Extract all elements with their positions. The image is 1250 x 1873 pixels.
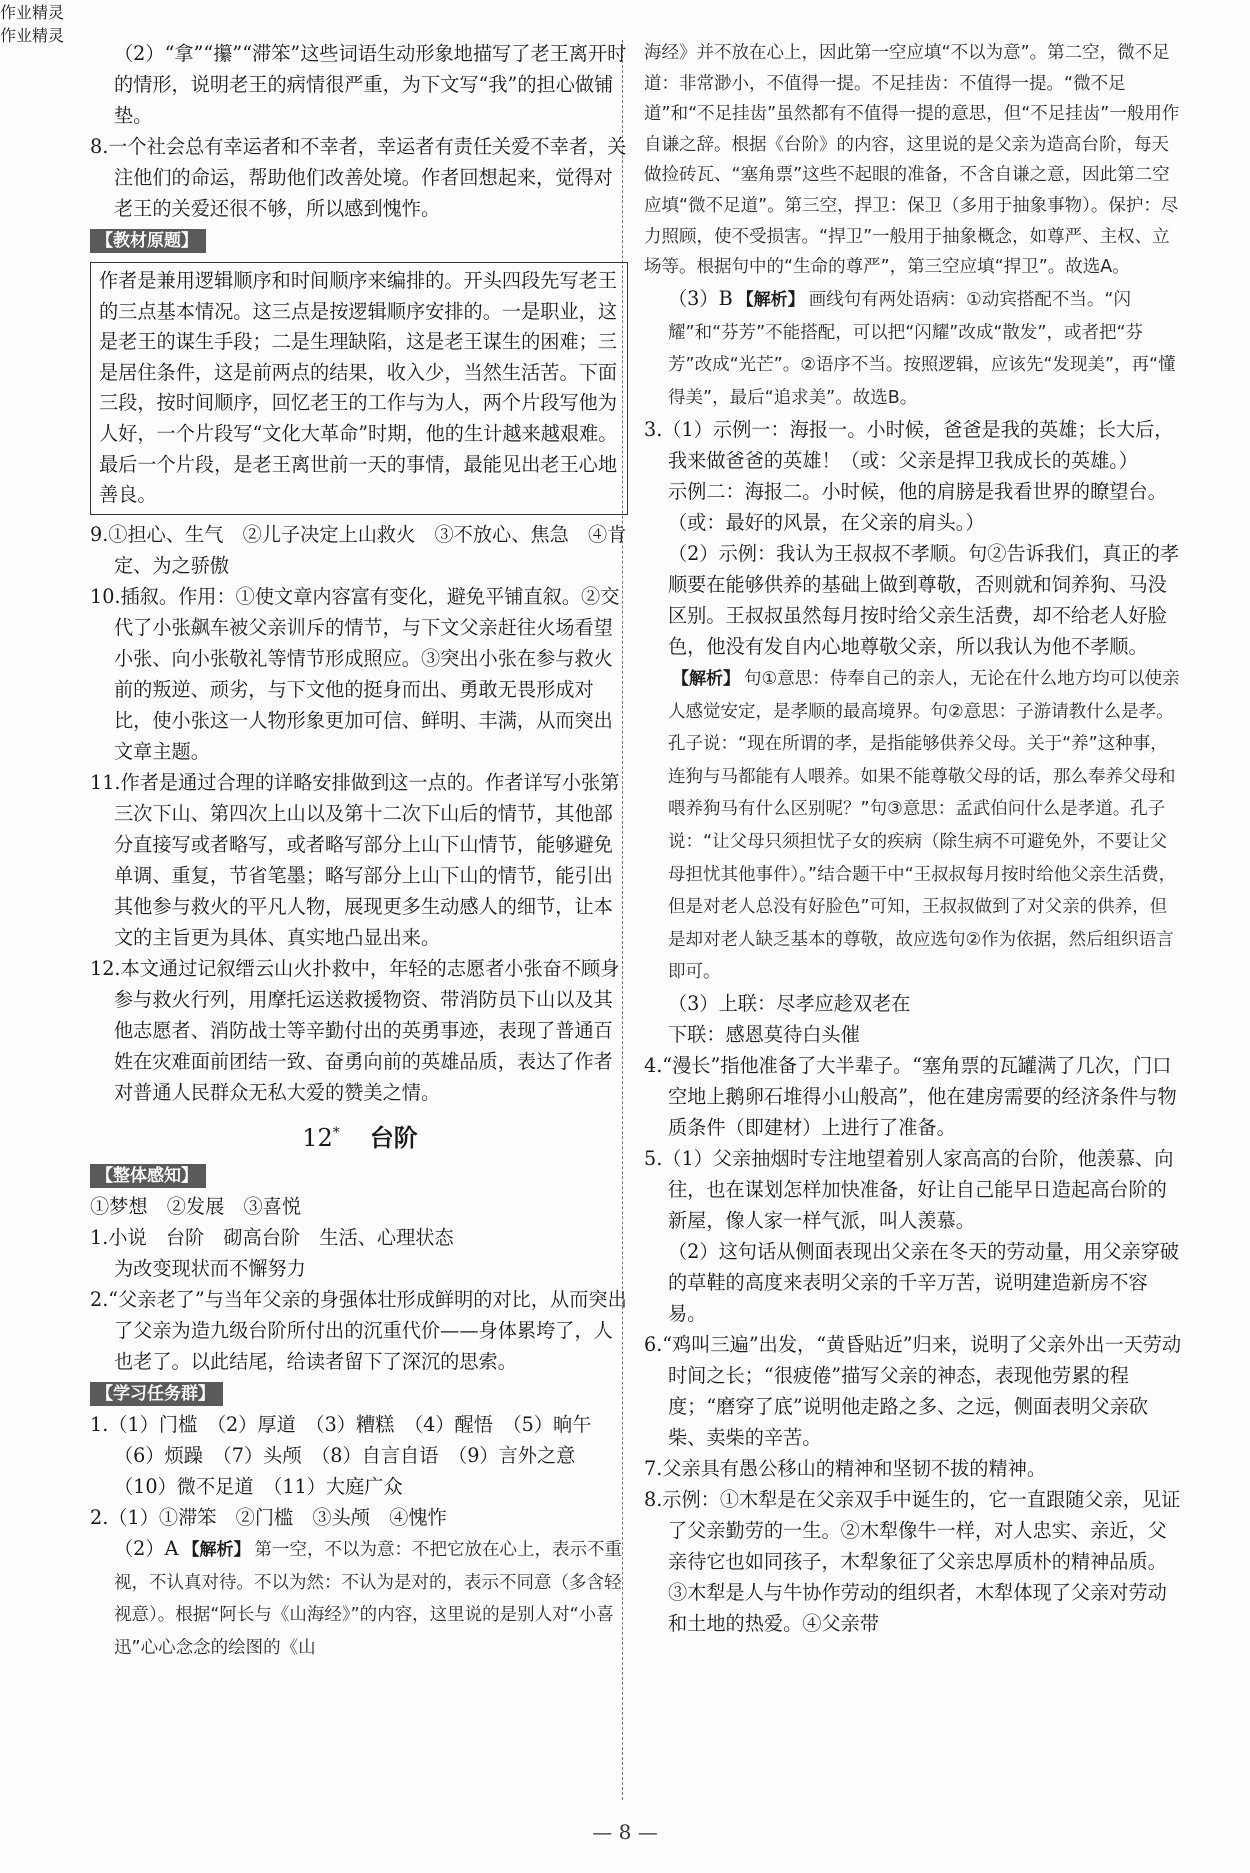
textbook-question-tag: 【教材原题】 — [90, 229, 206, 253]
lesson-star: * — [332, 1124, 340, 1141]
task-7: 7.父亲具有愚公移山的精神和坚韧不拔的精神。 — [644, 1456, 1047, 1480]
couplet-upper: （3）上联：尽孝应趁双老在 — [668, 991, 911, 1015]
task-3-analysis — [644, 662, 1184, 988]
task-2: 2.（1）①滞笨 ②门槛 ③头颅 ④愧怍 — [90, 1505, 447, 1529]
textbook-answer-box — [90, 262, 628, 515]
task-4: 4.“漫长”指他准备了大半辈子。“塞角票的瓦罐满了几次，门口空地上鹅卵石堆得小山般高”，他在建房需要的经济条件与物质条件（即建材）上进行了准备。 — [644, 1053, 1177, 1139]
task-2-2-answer: （2）A — [114, 1536, 179, 1560]
overall-3: 2.“父亲老了”与当年父亲的身强体壮形成鲜明的对比，从而突出了父亲为造九级台阶所付出的沉重代价——身体累垮了，人也老了。以此结尾，给读者留下了深沉的思索。 — [90, 1287, 627, 1373]
textbook-answer-text: 作者是兼用逻辑顺序和时间顺序来编排的。开头四段先写老王的三点基本情况。这三点是按逻辑顺序安排的。一是职业，这是老王的谋生手段；二是生理缺陷，这是老王谋生的困难；三是居住条件，这是前两点的结果，收入少，当然生活苦。下面三段，按时间顺序，回忆老王的工作与为人，两个片段写他为人好，一个片段写“文化大革命”时期，他的生计越来越艰难。最后一个片段，是老王离世前一天的事情，最能见出老王心地善良。 — [99, 269, 618, 507]
analysis-continued: 海经》并不放在心上，因此第一空应填“不以为意”。第二空，微不足道：非常渺小，不值得一提。不足挂齿：不值得一提。“微不足道”和“不足挂齿”虽然都有不值得一提的意思，但“不足挂齿”一般用作自谦之辞。根据《台阶》的内容，这里说的是父亲为造高台阶，每天做捡砖瓦、“塞角票”这些不起眼的准备，不含自谦之意，因此第二空应填“微不足道”。第三空，捍卫：保卫（多用于抽象事物）。保护：尽力照顾，使不受损害。“捍卫”一般用于抽象概念，如尊严、主权、立场等。根据句中的“生命的尊严”，第三空应填“捍卫”。故选A。 — [644, 43, 1180, 278]
task-6: 6.“鸡叫三遍”出发，“黄昏贴近”归来，说明了父亲外出一天劳动时间之长；“很疲倦”描写父亲的神态，表现他劳累的程度；“磨穿了底”说明他走路之多、之远，侧面表明父亲砍柴、卖柴的辛苦。 — [644, 1332, 1182, 1449]
answer-7-2: （2）“拿”“攥”“滞笨”这些词语生动形象地描写了老王离开时的情形，说明老王的病情很严重，为下文写“我”的担心做铺垫。 — [114, 42, 627, 127]
task-3-1-example2: 示例二：海报二。小时候，他的肩膀是我看世界的瞭望台。（或：最好的风景，在父亲的肩头。） — [668, 479, 1167, 534]
task-2-3-answer: （3）B — [668, 286, 733, 310]
analysis-tag: 【解析】 — [736, 289, 805, 310]
left-column — [90, 38, 630, 1664]
lesson-number: 12 — [302, 1123, 333, 1152]
task-2-3 — [644, 283, 1184, 414]
task-3-analysis-text: 句①意思：侍奉自己的亲人，无论在什么地方均可以使亲人感觉安定，是孝顺的最高境界。句②意思：子游请教什么是孝。孔子说：“现在所谓的孝，是指能够供养父母。关于“养”这种事，连狗与马都能有人喂养。如果不能尊敬父母的话，那么奉养父母和喂养狗马有什么区别呢？”句③意思：孟武伯问什么是孝道。孔子说：“让父母只须担忧子女的疾病（除生病不可避免外，不要让父母担忧其他事件）。”结合题干中“王叔叔每月按时给他父亲生活费，但是对老人总没有好脸色”可知，王叔叔做到了对父亲的供养，但是却对老人缺乏基本的尊敬，故应选句②作为依据，然后组织语言即可。 — [668, 668, 1180, 983]
task-1b: （6）烦躁 （7）头颅 （8）自言自语 （9）言外之意 — [114, 1443, 576, 1467]
task-5-2: （2）这句话从侧面表现出父亲在冬天的劳动量，用父亲穿破的草鞋的高度来表明父亲的千辛万苦，说明建造新房不容易。 — [668, 1239, 1180, 1325]
tasks-tag: 【学习任务群】 — [90, 1382, 223, 1406]
lesson-heading — [90, 1118, 630, 1153]
watermark: 作业精灵 — [0, 26, 65, 45]
task-2-3-analysis: 画线句有两处语病：①动宾搭配不当。“闪耀”和“芬芳”不能搭配，可以把“闪耀”改成“散发”，或者把“芬芳”改成“光芒”。②语序不当。按照逻辑，应该先“发现美”，再“懂得美”，最后“追求美”。故选B。 — [668, 289, 1176, 408]
answer-9: 9.①担心、生气 ②儿子决定上山救火 ③不放心、焦急 ④肯定、为之骄傲 — [90, 522, 627, 577]
overall-1: ①梦想 ②发展 ③喜悦 — [90, 1194, 302, 1218]
lesson-title: 台阶 — [369, 1123, 418, 1152]
task-5-1: 5.（1）父亲抽烟时专注地望着别人家高高的台阶，他羡慕、向往，也在谋划怎样加快准备，好让自己能早日造起高台阶的新屋，像人家一样气派，叫人羡慕。 — [644, 1146, 1174, 1232]
analysis-tag: 【解析】 — [672, 668, 740, 689]
answer-11: 11.作者是通过合理的详略安排做到这一点的。作者详写小张第三次下山、第四次上山以及第十二次下山后的情节，其他部分直接写或者略写，或者略写部分上山下山情节，能够避免单调、重复，节省笔墨；略写部分上山下山的情节，能引出其他参与救火的平凡人物，展现更多生动感人的细节，让本文的主旨更为具体、真实地凸显出来。 — [90, 770, 620, 949]
overall-2a: 1.小说 台阶 砌高台阶 生活、心理状态 — [90, 1225, 454, 1249]
task-8: 8.示例：①木犁是在父亲双手中诞生的，它一直跟随父亲，见证了父亲勤劳的一生。②木犁像牛一样，对人忠实、亲近，父亲待它也如同孩子，木犁象征了父亲忠厚质朴的精神品质。③木犁是人与牛协作劳动的组织者，木犁体现了父亲对劳动和土地的热爱。④父亲带 — [644, 1487, 1181, 1635]
task-2-2 — [90, 1533, 630, 1664]
analysis-tag: 【解析】 — [182, 1539, 251, 1560]
right-column — [644, 38, 1184, 1639]
task-3-1: 3.（1）示例一：海报一。小时候，爸爸是我的英雄；长大后，我来做爸爸的英雄！（或：父亲是捍卫我成长的英雄。） — [644, 417, 1174, 472]
couplet-lower: 下联：感恩莫待白头催 — [668, 1022, 860, 1046]
answer-12: 12.本文通过记叙缙云山火扑救中，年轻的志愿者小张奋不顾身参与救火行列，用摩托运送救援物资、带消防员下山以及其他志愿者、消防战士等辛勤付出的英勇事迹，表现了普通百姓在灾难面前团结一致、奋勇向前的英雄品质，表达了作者对普通人民群众无私大爱的赞美之情。 — [90, 956, 620, 1104]
answer-10: 10.插叙。作用：①使文章内容富有变化，避免平铺直叙。②交代了小张飙车被父亲训斥的情节，与下文父亲赶往火场看望小张、向小张敬礼等情节形成照应。③突出小张在参与救火前的叛逆、顽劣，与下文他的挺身而出、勇敢无畏形成对比，使小张这一人物形象更加可信、鲜明、丰满，从而突出文章主题。 — [90, 584, 620, 763]
task-3-2: （2）示例：我认为王叔叔不孝顺。句②告诉我们，真正的孝顺要在能够供养的基础上做到尊敬，否则就和饲养狗、马没区别。王叔叔虽然每月按时给父亲生活费，却不给老人好脸色，他没有发自内心地尊敬父亲，所以我认为他不孝顺。 — [668, 541, 1180, 658]
watermark: 作业精灵 — [0, 3, 65, 22]
overall-tag: 【整体感知】 — [90, 1164, 206, 1188]
answer-8: 8.一个社会总有幸运者和不幸者，幸运者有责任关爱不幸者，关注他们的命运，帮助他们改善处境。作者回想起来，觉得对老王的关爱还很不够，所以感到愧怍。 — [90, 135, 627, 220]
task-2-2-analysis: 第一空，不以为意：不把它放在心上，表示不重视，不认真对待。不以为然：不认为是对的，表示不同意（多含轻视意）。根据“阿长与《山海经》”的内容，这里说的是别人对“小喜迅”心心念念的绘图的《山 — [114, 1539, 622, 1658]
task-1c: （10）微不足道 （11）大庭广众 — [114, 1474, 403, 1498]
task-1a: 1.（1）门槛 （2）厚道 （3）糟糕 （4）醒悟 （5）晌午 — [90, 1412, 592, 1436]
page-number: — 8 — — [592, 1820, 658, 1844]
overall-2b: 为改变现状而不懈努力 — [114, 1256, 306, 1280]
